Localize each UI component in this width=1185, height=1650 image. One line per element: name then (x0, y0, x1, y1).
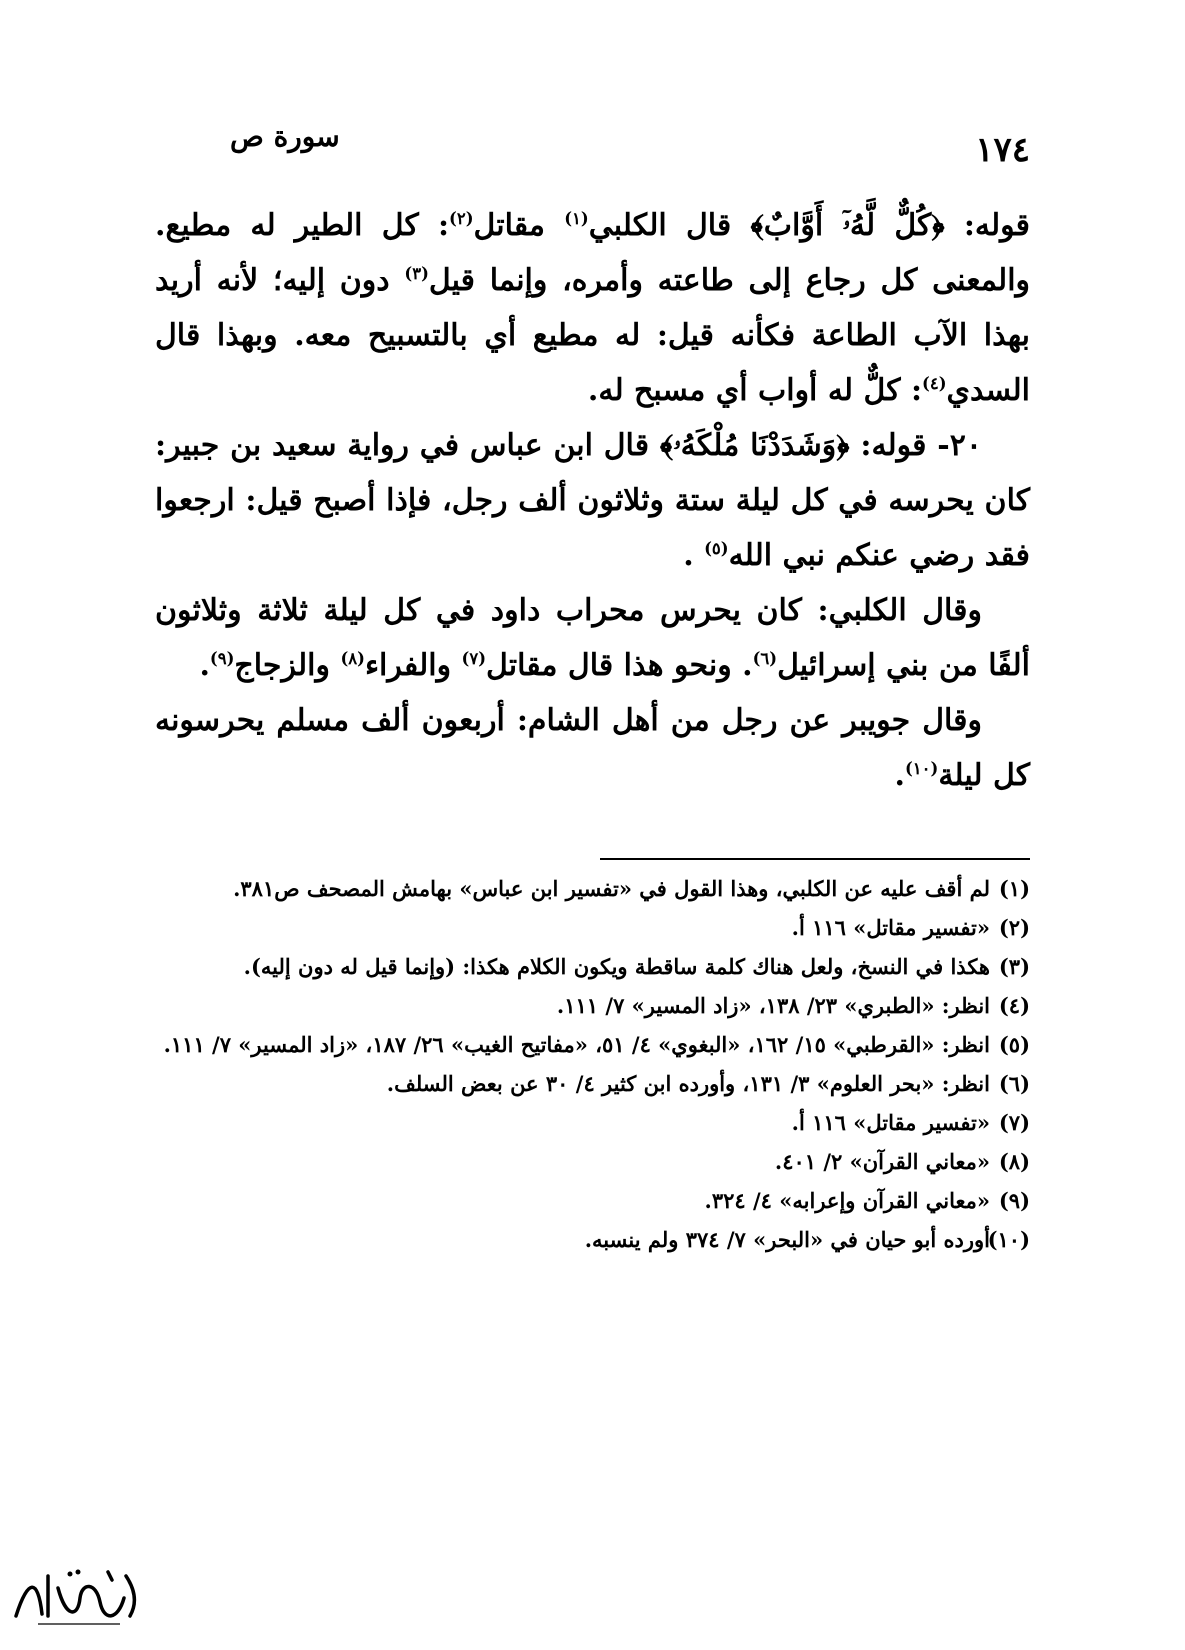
footnote-number: (٤) (998, 993, 1030, 1018)
page-number: ١٧٤ (975, 130, 1030, 170)
footnote-text: انظر: «بحر العلوم» ٣/ ١٣١، وأورده ابن كثير ٤/ ٣٠ عن بعض السلف. (386, 1071, 990, 1096)
footnote (145, 1028, 1030, 1061)
footnote-ref: (٩) (209, 649, 235, 668)
footnote-number: (٢) (998, 915, 1030, 940)
footnote-text: لم أقف عليه عن الكلبي، وهذا القول في «تفسير ابن عباس» بهامش المصحف ص٣٨١. (233, 876, 990, 901)
footnote-ref: (١) (564, 209, 589, 228)
footnote-ref: (٨) (340, 649, 365, 668)
surah-title: سورة ص (230, 120, 340, 153)
footnote-text: انظر: «القرطبي» ١٥/ ١٦٢، «البغوي» ٤/ ٥١، «مفاتيح الغيب» ٢٦/ ١٨٧، «زاد المسير» ٧/ ١١١. (163, 1032, 990, 1057)
footnote-ref: (٣) (404, 264, 429, 283)
footnote (145, 1106, 1030, 1139)
footnote-ref: (٢) (449, 209, 474, 228)
footnote-ref: (٤) (922, 374, 947, 393)
footnote-number: (٣) (998, 954, 1030, 979)
footnote-number: (٥) (998, 1032, 1030, 1057)
footnote (145, 1145, 1030, 1178)
footnote-text: انظر: «الطبري» ٢٣/ ١٣٨، «زاد المسير» ٧/ ١١١. (556, 993, 990, 1018)
footnote-number: (٨) (998, 1149, 1030, 1174)
quran-verse: ﴿وَشَدَدْنَا مُلْكَهُۥ﴾ (659, 428, 850, 463)
footnote-text: هكذا في النسخ، ولعل هناك كلمة ساقطة ويكون الكلام هكذا: (وإنما قيل له دون إليه). (243, 954, 990, 979)
footnote-number: (٦) (998, 1071, 1030, 1096)
footnote-number: (١) (998, 876, 1030, 901)
quran-verse: ﴿كُلٌّ لَّهُۥٓ أَوَّابٌ﴾ (750, 208, 945, 243)
footnote-number: (٧) (998, 1110, 1030, 1135)
footnote (145, 989, 1030, 1022)
paragraph-1: قوله: ﴿كُلٌّ لَّهُۥٓ أَوَّابٌ﴾ قال الكلبي$^{(١)}$ مقاتل$^{(٢)}$: كل الطير له مطيع. والمعنى كل رجاع إلى طاعته وأمره، وإنما قيل$^{(٣)}$ دون إليه؛ لأنه أريد بهذا الآب الطاعة فكأنه قيل: له مطيع أي بالتسبيح معه. وبهذا قال السدي$^{(٤)}$: كلٌّ له أواب أي مسبح له. (155, 208, 1031, 408)
footnote-number: (٩) (998, 1188, 1030, 1213)
footnote-divider (600, 858, 1030, 860)
footnote-ref: (٦) (752, 649, 778, 668)
footnote-ref: (٧) (461, 649, 487, 668)
footnote-text: «معاني القرآن» ٢/ ٤٠١. (774, 1149, 990, 1174)
footnote-text: «تفسير مقاتل» ١١٦ أ. (791, 915, 990, 940)
footnote-text: أورده أبو حيان في «البحر» ٧/ ٣٧٤ ولم ينسبه. (584, 1227, 990, 1252)
calligraphy-logo-icon (8, 1558, 148, 1638)
footnote (145, 1067, 1030, 1100)
footnote (145, 911, 1030, 944)
footnote (145, 1223, 1030, 1256)
footnote-ref: (١٠) (904, 759, 939, 778)
footnote (145, 1184, 1030, 1217)
footnote-text: «معاني القرآن وإعرابه» ٤/ ٣٢٤. (704, 1188, 990, 1213)
footnote-number: (١٠) (987, 1227, 1030, 1252)
footnote (145, 872, 1030, 905)
paragraph-2: ٢٠- قوله: ﴿وَشَدَدْنَا مُلْكَهُۥ﴾ قال ابن عباس في رواية سعيد بن جبير: كان يحرسه في كل ليلة ستة وثلاثون ألف رجل، فإذا أصبح قيل: ارجعوا فقد رضي عنكم نبي الله$^{(٥)}$ . (155, 428, 1030, 573)
footnote (145, 950, 1030, 983)
paragraph-4: وقال جويبر عن رجل من أهل الشام: أربعون ألف مسلم يحرسونه كل ليلة$^{(١٠)}$. (155, 703, 1030, 793)
footnote-text: «تفسير مقاتل» ١١٦ أ. (791, 1110, 990, 1135)
main-text (155, 198, 1030, 803)
page-header (230, 120, 1030, 170)
footnote-ref: (٥) (704, 539, 729, 558)
footnotes (145, 872, 1030, 1262)
paragraph-3: وقال الكلبي: كان يحرس محراب داود في كل ليلة ثلاثة وثلاثون ألفًا من بني إسرائيل$^{(٦)}$. ونحو هذا قال مقاتل$^{(٧)}$ والفراء$^{(٨)}$ والزجاج$^{(٩)}$. (155, 593, 1030, 683)
